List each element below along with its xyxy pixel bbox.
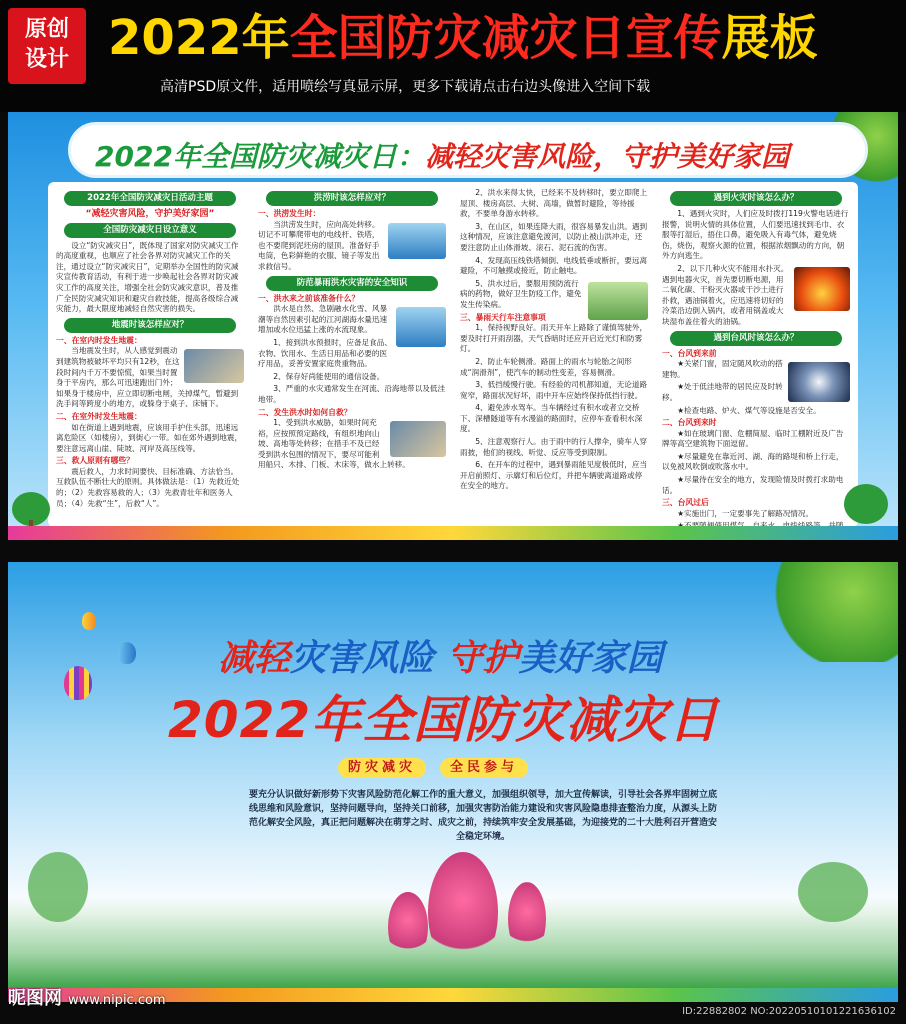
column-fire-typhoon [662, 188, 850, 522]
paragraph: 洪水是自然、急剧融水化雪、风暴潮等自然因素引起的江河湖海水量迅速增加或水位迅猛上涨的水流现象。 [258, 304, 388, 335]
paragraph: 1、受到洪水威胁，如果时间充裕，应按照预定路线，有组织地向山坡、高地等处转移；在措手不及已经受到洪水包围的情况下，要尽可能利用船只、木排、门板、木床等，做水上转移。 [258, 418, 410, 470]
tree-leaves-decoration [748, 562, 898, 662]
paragraph: 2、洪水来得太快，已经来不及转移时，要立即爬上屋顶、楼房高层、大树、高墙，做暂时避险，等待援救，不要单身游水转移。 [460, 188, 648, 219]
banner-theme-red: 减轻灾害风险，守护美好家园 [424, 140, 789, 173]
sub-heading: 三、台风过后 [662, 498, 709, 508]
paragraph: 当洪涝发生时，应向高处转移。切记不可攀爬带电的电线杆、铁塔，也不要爬到泥坯房的屋顶。准备好手电筒，色彩鲜艳的衣服、镜子等发出求救信号。 [258, 219, 380, 271]
sub-heading: 一、洪水来之前该准备什么？ [258, 293, 360, 303]
sub-heading: 三、救人原则有哪些？ [56, 456, 134, 466]
paragraph: 1、保持视野良好。雨天开车上路除了谨慎驾驶外，要及时打开雨刮器，天气昏暗时还应开启近光灯和防雾灯。 [460, 323, 648, 354]
hot-air-balloon-icon [82, 612, 96, 630]
section-title: 洪涝时该怎样应对？ [266, 191, 438, 206]
self-rescue-illustration [390, 421, 446, 457]
slogan-blue-2: 美好家园 [518, 638, 663, 679]
sub-heading: 一、台风到来前 [662, 348, 717, 358]
rainy-driving-illustration [588, 282, 648, 320]
paragraph: 2、以下几种火灾不能用水扑灭。遇到电器火灾，首先要切断电源，用二氧化碳、干粉灭火器或干沙土进行扑救，遇油锅着火，应迅速将切好的冷菜沿边倒入锅内，或者用锅盖或大块湿布盖住着火的油锅。 [662, 263, 789, 326]
paragraph: ★尽量避免在靠近河、湖、海的路堤和桥上行走，以免被风吹倒或吹落水中。 [662, 451, 844, 472]
section-title: 2022年全国防灾减灾日活动主题 [64, 191, 236, 206]
logo-text: 昵图网 [8, 988, 62, 1009]
child-silhouette-decoration [508, 882, 546, 956]
site-url: www.nipic.com [68, 993, 166, 1008]
section-title: 全国防灾减灾日设立意义 [64, 223, 236, 238]
section-title: 遇到台风时该怎么办？ [670, 331, 842, 346]
top-banner [68, 122, 868, 178]
typhoon-illustration [788, 362, 850, 402]
title-year: 2022年 [108, 10, 290, 66]
badge-line1: 原创 [24, 17, 69, 42]
paragraph: 3、严重的水灾通常发生在河流、沿海地带以及低洼地带。 [258, 384, 446, 404]
intro-paragraph: 要充分认识做好新形势下灾害风险防范化解工作的重大意义，加强组织领导，加大宣传解读，引导社会各界牢固树立底线思维和风险意识，坚持问题导向，坚持关口前移，加强灾害防治能力建设和灾害风险隐患排查整治力度，从源头上防范化解安全风险，真正把问题解决在萌芽之时、成灾之前，持续筑牢安全发展基础，为迎接党的二十大胜利召开营造安全稳定环境。 [248, 790, 717, 842]
section-title: 防范暴雨洪水灾害的安全知识 [266, 276, 438, 291]
banner-text [95, 135, 789, 175]
tagline-chip: 全民参与 [440, 758, 528, 778]
child-silhouette-decoration [388, 892, 428, 962]
sub-heading: 一、在室内时发生地震： [56, 335, 142, 345]
paragraph: 1、接到洪水预报时，应备足食品、衣物、饮用水、生活日用品和必要的医疗用品，妥善安置家庭贵重物品。 [258, 337, 392, 369]
paragraph: 4、避免涉水驾车。当车辆经过有积水或者立交桥下、深槽隧道等有水漫溢的路面时，应停车查看积水深度。 [460, 403, 643, 434]
paragraph: 4、发现高压线铁塔倾倒、电线低垂或断折，要远离避险，不可触摸或接近，防止触电。 [460, 255, 648, 276]
slogan-red-1: 减轻 [218, 638, 291, 679]
sub-heading: 三、暴雨天行车注意事项 [460, 312, 546, 322]
section-title: 地震时该怎样应对？ [64, 318, 236, 333]
flood-illustration [388, 223, 446, 259]
tree-right-decoration [798, 862, 868, 922]
hot-air-balloon-icon [64, 666, 92, 700]
sub-heading: 一、洪涝发生时： [258, 209, 321, 218]
tree-left-decoration [28, 852, 88, 922]
top-display-board [8, 112, 898, 540]
slogan-red-2: 守护 [446, 638, 519, 679]
column-flood-continued [460, 188, 648, 522]
original-design-badge [8, 8, 86, 84]
bottom-display-board [8, 562, 898, 1002]
paragraph: 6、在开车的过程中，遇到暴雨能见度极低时，应当开启前照灯、示廓灯和后位灯，并把车辆驶离道路或停在安全的地方。 [460, 460, 648, 491]
paragraph: ★尽量待在安全的地方，发现险情及时拨打求助电话。 [662, 475, 844, 495]
page-subtitle: 高清PSD原文件，适用喷绘写真显示屏，更多下载请点击右边头像进入空间下载 [160, 79, 651, 95]
paragraph: 5、洪水过后，要服用预防流行病的药物，做好卫生防疫工作，避免发生传染病。 [460, 278, 582, 309]
column-earthquake [56, 188, 244, 522]
section-title: 遇到火灾时该怎么办？ [670, 191, 842, 206]
paragraph: ★实施出门，一定要事先了解路况情况。 [677, 508, 814, 518]
column-flood [258, 188, 446, 522]
banner-theme-green: 2022年全国防灾减灾日： [95, 140, 425, 173]
paragraph: 如在街道上遇到地震，应该用手护住头部，迅速远离危险区（如楼房），到街心一带。如在郊外遇到地震，要注意远离山崖、陡坡、河岸及高压线等。 [56, 422, 243, 453]
paragraph: 设立“防灾减灾日”，既体现了国家对防灾减灾工作的高度重视，也顺应了社会各界对防灾减灾工作的关注，通过设立“防灾减灾日”，定期举办全国性的防灾减灾宣传教育活动，有利于进一步唤起社会各界对防灾减灾工作的高度关注，增强全社会防灾减灾意识，普及推广全民防灾减灾知识和避灾自救技能，提高各级综合减灾能力，最大限度地减轻自然灾害的损失。 [56, 240, 239, 314]
sub-heading: 二、发生洪水时如何自救？ [258, 407, 352, 417]
sub-heading: 二、在室外时发生地震： [56, 411, 142, 421]
board-title: 2022年全国防灾减灾日 [168, 691, 720, 749]
slogan-blue-1: 灾害风险 [290, 638, 435, 679]
badge-line2: 设计 [24, 47, 69, 72]
paragraph: 1、遇到火灾时，人们应及时拨打119火警电话进行报警，说明火情的具体位置，人们要迅速找到毛巾、衣服等打湿后，捂住口鼻，避免吸入有毒气体，避免烧伤，烧伤，观察火源的位置，根据浓烟飘动的方向，朝外方向逃生。 [662, 209, 849, 261]
paragraph: ★处于低洼地带的居民应及时转移。 [662, 382, 783, 402]
tree-right-decoration [844, 484, 888, 524]
site-logo [8, 984, 166, 1010]
theme-slogan [218, 630, 663, 681]
paragraph: 3、低挡缓慢行驶。有经验的司机都知道，无论道路宽窄，路面状况好坏，雨中开车应始终保持低挡行驶。 [460, 380, 648, 400]
sub-heading: 二、台风到来时 [662, 418, 717, 428]
paragraph: 5、注意观察行人。由于雨中的行人撑伞，骑车人穿雨披，他们的视线、听觉、反应等受到限制。 [460, 437, 648, 457]
family-silhouette-decoration [428, 852, 498, 972]
paragraph: 2、保存好尚能使用的通信设备。 [273, 371, 385, 381]
hot-air-balloon-icon [118, 642, 136, 664]
title-end: 展板 [721, 10, 818, 66]
title-mid: 全国防灾减灾日宣传 [289, 10, 722, 66]
content-card [48, 182, 858, 527]
page-title [108, 6, 818, 70]
theme-slogan: “减轻灾害风险，守护美好家园” [85, 209, 215, 219]
paragraph: 当地震发生时，从人感觉到震动到建筑物被破坏平均只有12秒，在这段时间内千万不要惊慌，如果当时置身于平房内，那么可迅速跑出门外；如果身于楼房中，应立即切断电闸，关掉煤气，暂避到洗手间等跨度小的地方，或躲身于桌子、床铺下。 [56, 346, 239, 409]
rainbow-ground-bar [8, 526, 898, 540]
tagline-chips [338, 758, 528, 778]
header [0, 0, 906, 112]
fire-illustration [794, 267, 850, 311]
image-id: ID:22882802 NO:20220510101221636102 [682, 1006, 896, 1017]
paragraph: 震后救人，力求时间要快、目标准确、方法恰当。互救队伍不断壮大的原则。具体做法是：（1）先救近处的；（2）先救容易救的人；（3）先救青壮年和医务人员；（4）先救“生”，后救“人”。 [56, 466, 240, 508]
tagline-chip: 防灾减灾 [338, 758, 426, 778]
flood-rescue-illustration [396, 307, 446, 347]
paragraph: ★如在玻璃门窗、危棚简屋、临时工棚附近及广告牌等高空建筑物下面逗留。 [662, 428, 844, 449]
earthquake-illustration [184, 349, 244, 383]
paragraph: ★关紧门窗，固定随风吹动的搭建物。 [662, 359, 783, 379]
paragraph: 3、在山区，如果连降大雨，很容易暴发山洪。遇到这种情况，应该注意避免渡河，以防止被山洪冲走，还要注意防止山体滑坡、滚石、泥石流的伤害。 [460, 221, 648, 252]
paragraph: 2、防止车轮侧滑。路面上的雨水与轮胎之间形成“润滑剂”，使汽车的制动性变差，容易侧滑。 [460, 356, 632, 377]
paragraph: ★检查电路、炉火、煤气等设施是否安全。 [677, 405, 821, 415]
